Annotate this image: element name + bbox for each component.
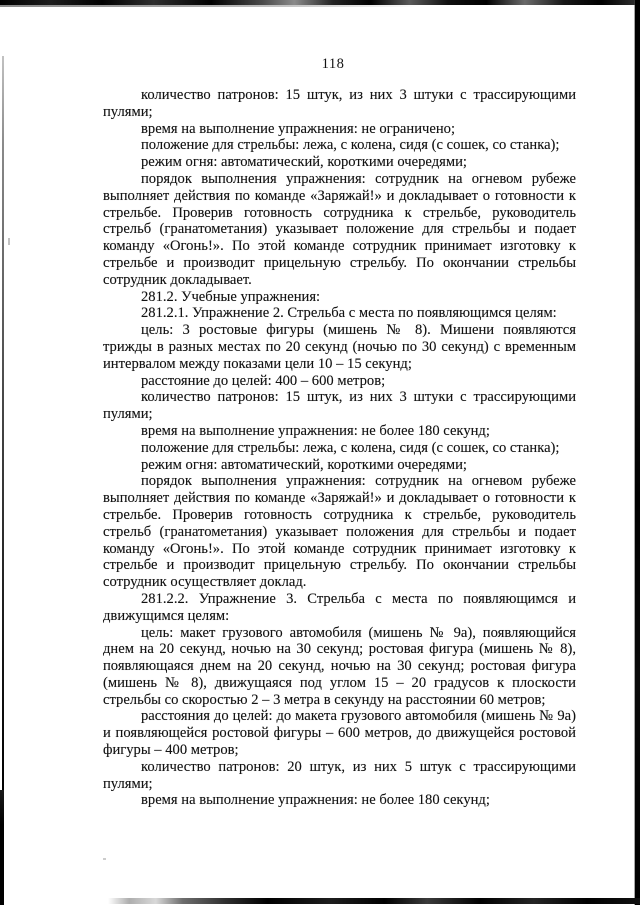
page-number: 118 (321, 56, 345, 72)
paragraph-target-description: цель: 3 ростовые фигуры (мишень № 8). Мишени появляются трижды в разных местах по 20 секунд (ночью по 30 секунд) с временным интервалом между показами цели 10 – 15 секунд; (103, 322, 576, 372)
section-281-2-2-heading: 281.2.2. Упражнение 3. Стрельба с места по появляющимся и движущимся целям: (103, 590, 576, 624)
paragraph-target-description: цель: макет грузового автомобиля (мишень № 9а), появляющийся днем на 20 секунд, ночью на 30 секунд; ростовая фигура (мишень № 8), появляющаяся днем на 20 секунд, ночью на 30 секунд; ростовая фигура (мишень № 8), движущаяся под углом 15 – 20 градусов к плоскости стрельбы со скоростью 2 – 3 метра в секунду на расстоянии 60 метров; (103, 624, 576, 708)
section-281-2-1-heading: 281.2.1. Упражнение 2. Стрельба с места по появляющимся целям: (141, 305, 557, 322)
paragraph-shooting-position: положение для стрельбы: лежа, с колена, сидя (с сошек, со станка); (141, 439, 560, 456)
paragraph-time-limit: время на выполнение упражнения: не более 180 секунд; (141, 792, 490, 809)
paragraph-target-distances: расстояния до целей: до макета грузового автомобиля (мишень № 9а) и появляющейся ростовой фигуры – 600 метров, до движущейся ростовой фигуры – 400 метров; (103, 708, 576, 759)
paragraph-time-limit: время на выполнение упражнения: не более 180 секунд; (141, 422, 490, 439)
paragraph-target-distance: расстояние до целей: 400 – 600 метров; (141, 372, 386, 389)
scan-artifact-left-bottom-bar (0, 790, 4, 905)
scan-noise-speck (103, 858, 106, 860)
paragraph-fire-mode: режим огня: автоматический, короткими очередями; (141, 154, 467, 171)
scan-artifact-bottom-edge (108, 898, 640, 904)
scan-noise-speck (8, 238, 10, 245)
paragraph-ammo-count: количество патронов: 15 штук, из них 3 штуки с трассирующими пулями; (103, 389, 576, 423)
document-body-text (103, 87, 576, 809)
paragraph-ammo-count: количество патронов: 15 штук, из них 3 штуки с трассирующими пулями; (103, 87, 576, 120)
paragraph-exercise-procedure: порядок выполнения упражнения: сотрудник на огневом рубеже выполняет действия по команде «Заряжай!» и докладывает о готовности к стрельбе. Проверив готовность сотрудника к стрельбе, руководитель стрельб (гранатометания) указывает положения для стрельбы и подает команду «Огонь!». По этой команде сотрудник принимает изготовку к стрельбе и производит прицельную стрельбу. По окончании стрельбы сотрудник осуществляет доклад. (103, 473, 576, 591)
section-281-2-heading: 281.2. Учебные упражнения: (141, 288, 321, 305)
paragraph-shooting-position: положение для стрельбы: лежа, с колена, сидя (с сошек, со станка); (141, 137, 560, 154)
paragraph-ammo-count: количество патронов: 20 штук, из них 5 штук с трассирующими пулями; (103, 758, 576, 792)
scan-artifact-left-edge (2, 56, 4, 796)
paragraph-exercise-procedure: порядок выполнения упражнения: сотрудник на огневом рубеже выполняет действия по команде «Заряжай!» и докладывает о готовности к стрельбе. Проверив готовность сотрудника к стрельбе, руководитель стрельб (гранатометания) указывает положение для стрельбы и подает команду «Огонь!». По этой команде сотрудник принимает изготовку к стрельбе и производит прицельную стрельбу. По окончании стрельбы сотрудник докладывает. (103, 170, 576, 288)
scan-artifact-top-edge-shadow (0, 5, 420, 7)
paragraph-fire-mode: режим огня: автоматический, короткими очередями; (141, 456, 467, 473)
scan-artifact-right-edge (635, 0, 640, 905)
paragraph-time-limit: время на выполнение упражнения: не ограничено; (141, 120, 456, 137)
